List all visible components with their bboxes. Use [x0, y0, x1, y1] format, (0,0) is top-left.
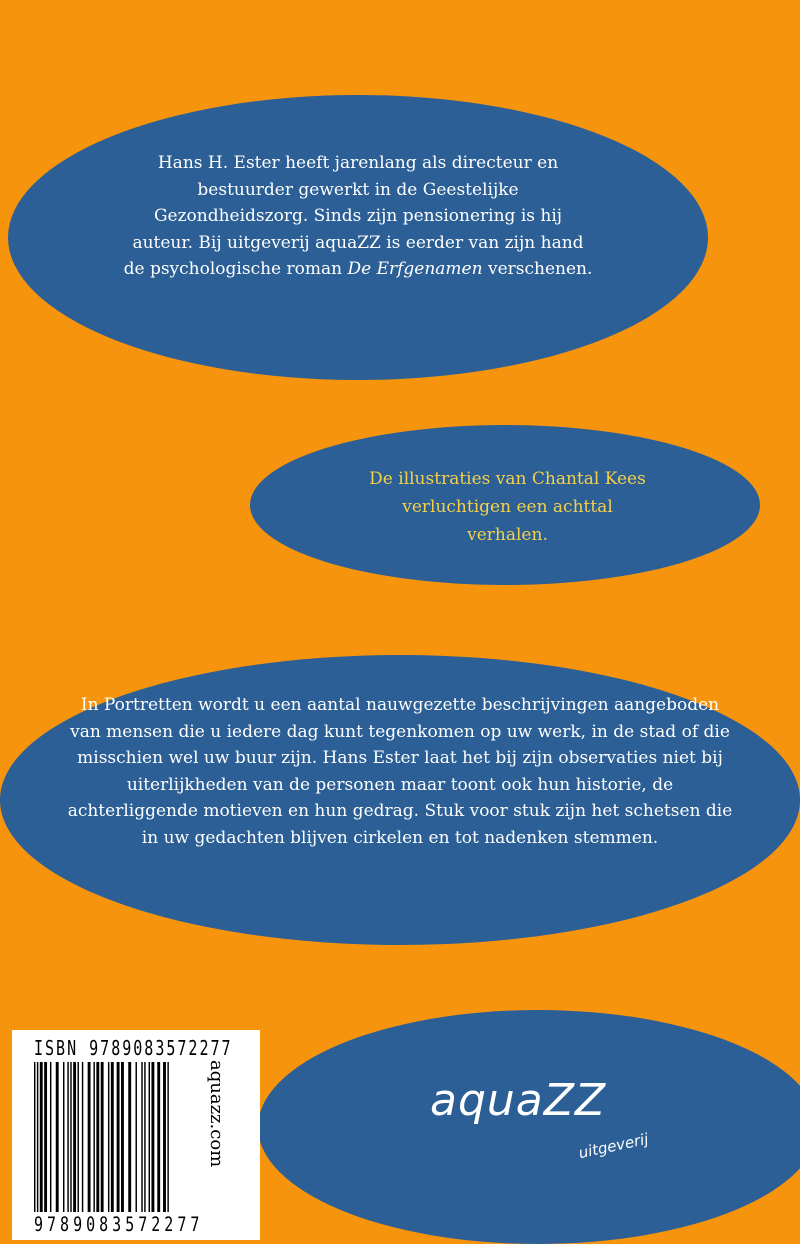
barcode-bar [63, 1062, 64, 1212]
logo-wordmark: aquaZZ [430, 1075, 607, 1126]
publisher-logo [430, 1075, 660, 1185]
barcode-bar [37, 1062, 38, 1212]
barcode-bar [167, 1062, 168, 1212]
barcode-bar [96, 1062, 99, 1212]
blurb-line: In Portretten wordt u een aantal nauwgezette beschrijvingen aangeboden [80, 695, 720, 715]
barcode-bars [34, 1062, 214, 1212]
barcode-bar [149, 1062, 150, 1212]
barcode-bar [70, 1062, 71, 1212]
blurb-line: van mensen die u iedere dag kunt tegenkomen op uw werk, in de stad of die [70, 721, 730, 742]
barcode-bar [128, 1062, 131, 1212]
barcode-bar [34, 1062, 35, 1212]
author-bio-line: Hans H. Ester heeft jarenlang als directeur en [157, 153, 559, 173]
barcode-bar [88, 1062, 91, 1212]
barcode-bar [73, 1062, 76, 1212]
barcode-bar [144, 1062, 145, 1212]
barcode-bar [78, 1062, 79, 1212]
barcode-bar [50, 1062, 51, 1212]
blurb-line: misschien wel uw buur zijn. Hans Ester laat het bij zijn observaties niet bij [77, 748, 723, 768]
book-title: De Erfgenamen [347, 259, 483, 279]
barcode-bar [67, 1062, 68, 1212]
logo-subtext: uitgeverij [576, 1129, 651, 1163]
website-url: aquazz.com [206, 1060, 227, 1168]
barcode-bar [111, 1062, 114, 1212]
barcode-bar [117, 1062, 120, 1212]
isbn-digits: 9789083572277 [34, 1213, 204, 1237]
author-bio-text: verschenen. [482, 259, 593, 279]
blurb-line: achterliggende motieven en hun gedrag. Stuk voor stuk zijn het schetsen die [67, 801, 733, 821]
barcode-bar [151, 1062, 154, 1212]
barcode-bar [141, 1062, 142, 1212]
author-bio [58, 150, 658, 283]
author-bio-line: Gezondheidszorg. Sinds zijn pensionering is hij [153, 206, 563, 226]
illustration-note [300, 465, 715, 549]
blurb [20, 692, 780, 851]
barcode-bar [136, 1062, 137, 1212]
barcode-bar [82, 1062, 83, 1212]
barcode-bar [93, 1062, 94, 1212]
author-bio-line [58, 256, 658, 283]
author-bio-line: auteur. Bij uitgeverij aquaZZ is eerder van zijn hand [132, 232, 584, 253]
barcode-bar [108, 1062, 109, 1212]
barcode-bar [121, 1062, 124, 1212]
barcode-bar [56, 1062, 59, 1212]
illustration-note-line: verluchtigen een achttal [402, 497, 613, 517]
illustration-note-line: De illustraties van Chantal Kees [369, 469, 646, 489]
illustration-note-line: verhalen. [467, 525, 548, 545]
author-bio-line: bestuurder gewerkt in de Geestelijke [197, 179, 519, 200]
barcode-bar [101, 1062, 104, 1212]
barcode-bar [157, 1062, 160, 1212]
blurb-line: in uw gedachten blijven cirkelen en tot nadenken stemmen. [141, 827, 659, 848]
barcode-bar [40, 1062, 43, 1212]
blurb-line: uiterlijkheden van de personen maar toont ook hun historie, de [126, 774, 674, 795]
barcode-bar [163, 1062, 166, 1212]
author-bio-text: de psychologische roman [123, 259, 348, 279]
isbn-label: ISBN 9789083572277 [34, 1036, 233, 1061]
barcode-bar [44, 1062, 47, 1212]
